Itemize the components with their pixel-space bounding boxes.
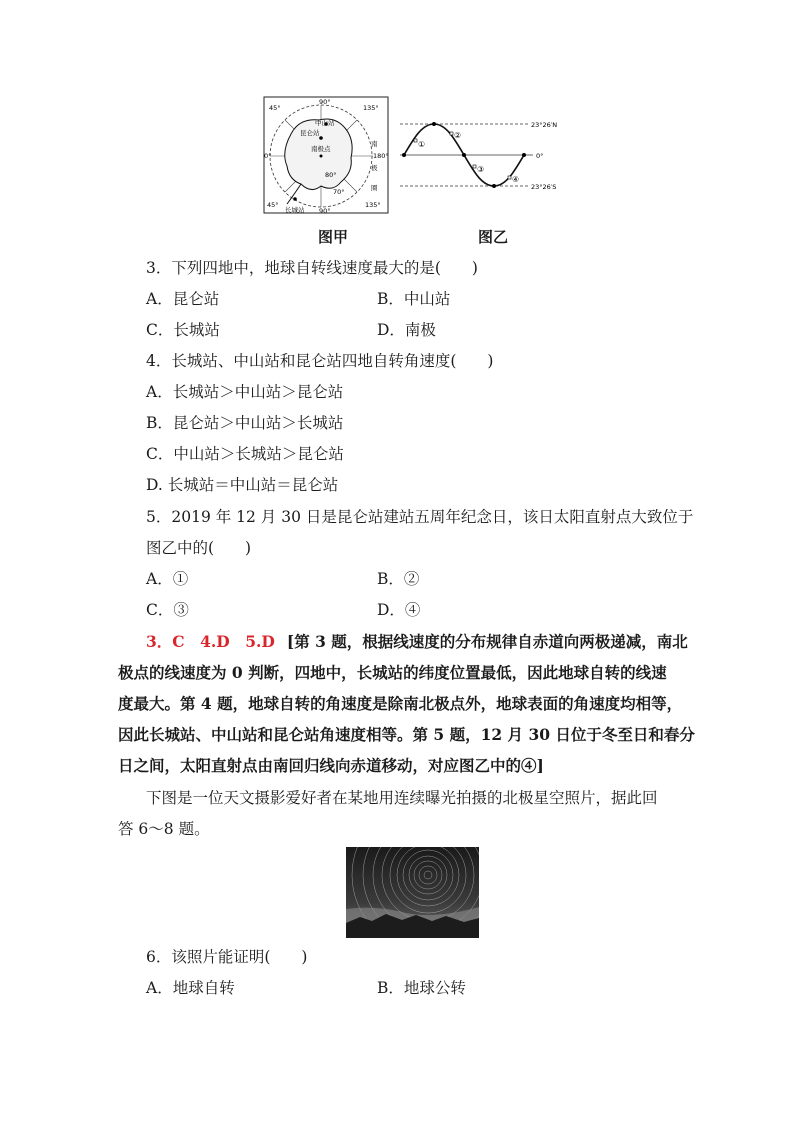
- curve-label-equator: 0°: [536, 152, 544, 160]
- q3-option-c: C．长城站: [146, 321, 220, 339]
- q5-option-a: A．①: [146, 570, 189, 588]
- map-label-80: 80°: [325, 171, 337, 179]
- curve-point-4: ④: [512, 175, 520, 184]
- q6-option-b: B．地球公转: [377, 979, 466, 997]
- answer-line4: 因此长城站、中山站和昆仑站角速度相等。第 5 题，12 月 30 日位于冬至日和春分: [118, 725, 695, 744]
- map-label-135-bottom: 135°: [365, 201, 381, 209]
- q5-option-d: D．④: [377, 601, 421, 619]
- map-label-kunlun: 昆仑站: [300, 129, 320, 137]
- q3-option-a: A．昆仑站: [146, 290, 220, 308]
- q4-option-d: D. 长城站＝中山站＝昆仑站: [146, 476, 339, 494]
- answer-line2: 极点的线速度为 0 判断，四地中，长城站的纬度位置最低，因此地球自转的线速: [118, 663, 667, 682]
- answer-line5: 日之间，太阳直射点由南回归线向赤道移动，对应图乙中的④]: [118, 756, 544, 775]
- curve-point-3: ③: [477, 165, 485, 174]
- curve-label-north-tropic: 23°26′N: [531, 121, 558, 129]
- intro-line2: 答 6～8 题。: [118, 820, 210, 838]
- map-label-90-bottom: 90°: [319, 207, 331, 214]
- q3-stem: 3．下列四地中，地球自转线速度最大的是( ): [146, 259, 478, 277]
- map-label-changcheng: 长城站: [285, 206, 305, 214]
- q6-option-a: A．地球自转: [146, 979, 235, 997]
- q3-option-d: D．南极: [377, 321, 436, 339]
- figure-a-map: [263, 96, 390, 214]
- q6-stem: 6．该照片能证明( ): [146, 948, 308, 966]
- map-label-70: 70°: [333, 188, 345, 196]
- curve-point-1: ①: [418, 140, 426, 149]
- map-label-45-bottom: 45°: [267, 201, 279, 209]
- q4-option-a: A．长城站＞中山站＞昆仑站: [146, 383, 344, 401]
- map-label-zhongshan: 中山站: [315, 119, 335, 127]
- map-label-0: 0°: [264, 152, 272, 160]
- map-label-circle-3: 圈: [371, 184, 378, 192]
- q5-stem-line2: 图乙中的( ): [146, 539, 252, 557]
- q5-option-b: B．②: [377, 570, 420, 588]
- map-label-180: 180°: [373, 152, 389, 160]
- star-trail-photo: [346, 847, 479, 938]
- figure-a-caption: 图甲: [318, 228, 349, 246]
- figure-b-curve: [398, 114, 570, 194]
- answer-line3: 度最大。第 4 题，地球自转的角速度是除南北极点外，地球表面的角速度均相等，: [118, 694, 683, 713]
- map-label-45-top: 45°: [269, 104, 281, 112]
- q3-option-b: B．中山站: [377, 290, 451, 308]
- answer-first-line: [146, 632, 688, 652]
- q4-stem: 4．长城站、中山站和昆仑站四地自转角速度( ): [146, 352, 494, 370]
- curve-point-2: ②: [454, 131, 462, 140]
- figure-b-caption: 图乙: [478, 228, 509, 246]
- intro-line1: 下图是一位天文摄影爱好者在某地用连续曝光拍摄的北极星空照片，据此回: [146, 789, 658, 807]
- map-label-circle-2: 极: [371, 164, 378, 172]
- map-label-135-top: 135°: [363, 104, 379, 112]
- map-label-90-top: 90°: [319, 98, 331, 106]
- answer-line1: [第 3 题，根据线速度的分布规律自赤道向两极递减，南北: [286, 632, 688, 651]
- q4-option-c: C．中山站＞长城站＞昆仑站: [146, 445, 344, 463]
- q5-option-c: C．③: [146, 601, 189, 619]
- map-label-south-pole: 南极点: [311, 145, 331, 153]
- curve-label-south-tropic: 23°26′S: [531, 183, 557, 191]
- answer-keys: 3．C 4.D 5.D: [146, 632, 275, 651]
- q4-option-b: B．昆仑站＞中山站＞长城站: [146, 414, 344, 432]
- map-label-circle-1: 南: [371, 140, 378, 148]
- q5-stem-line1: 5．2019 年 12 月 30 日是昆仑站建站五周年纪念日，该日太阳直射点大致位于: [146, 508, 694, 526]
